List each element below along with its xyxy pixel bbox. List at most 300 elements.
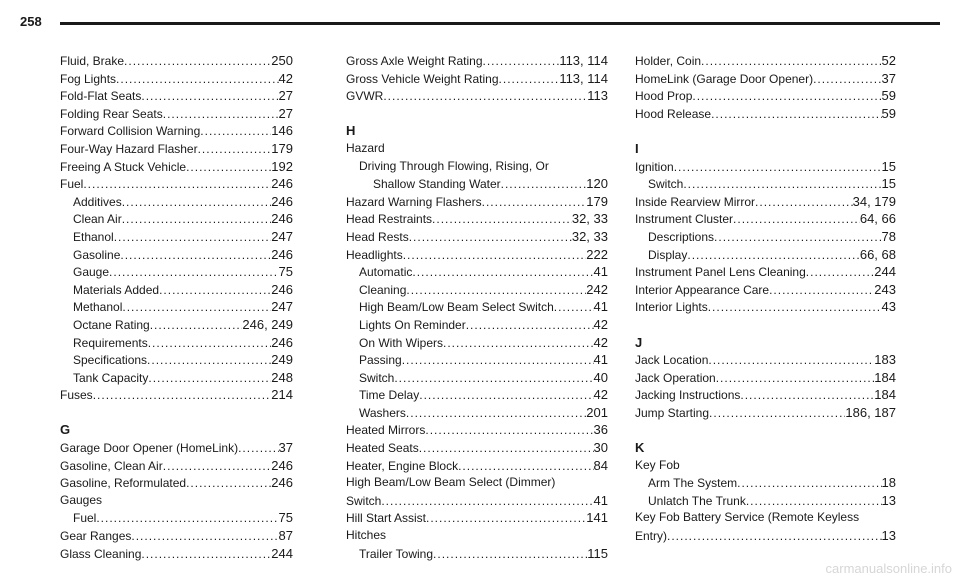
leader-dots xyxy=(238,440,278,458)
entry-term: Octane Rating xyxy=(73,317,150,332)
entry-term: Inside Rearview Mirror xyxy=(635,194,756,209)
page-number: 258 xyxy=(20,14,42,29)
leader-dots xyxy=(733,211,860,229)
index-subentry xyxy=(60,210,293,228)
entry-term: Gasoline xyxy=(73,247,121,262)
entry-term: J xyxy=(635,334,643,350)
index-entry xyxy=(635,509,896,527)
page-reference: 52 xyxy=(881,53,896,68)
index-subentry xyxy=(635,228,896,246)
index-entry xyxy=(346,246,608,264)
leader-dots xyxy=(406,405,586,423)
index-entry xyxy=(60,457,293,475)
leader-dots xyxy=(198,141,272,159)
index-subentry xyxy=(60,228,293,246)
entry-term: Gross Vehicle Weight Rating xyxy=(346,71,499,86)
page-reference: 15 xyxy=(881,176,896,192)
leader-dots xyxy=(737,475,881,493)
index-entry xyxy=(346,193,608,211)
index-entry xyxy=(346,492,608,510)
page-reference: 247 xyxy=(271,299,293,315)
leader-dots xyxy=(83,176,271,194)
leader-dots xyxy=(499,71,560,89)
entry-term: Gauges xyxy=(60,492,103,507)
leader-dots xyxy=(409,229,572,247)
page-reference: 64, 66 xyxy=(859,211,896,227)
page-reference: 246 xyxy=(271,475,293,491)
page-reference: 246 xyxy=(271,193,293,209)
page-reference: 141 xyxy=(586,510,608,526)
leader-dots xyxy=(769,282,874,300)
section-letter xyxy=(60,421,293,439)
index-subentry xyxy=(60,351,293,369)
index-subentry xyxy=(346,281,608,299)
index-entry xyxy=(60,474,293,492)
entry-term: Display xyxy=(648,247,688,262)
leader-dots xyxy=(122,299,271,317)
entry-term: Garage Door Opener (HomeLink) xyxy=(60,441,239,456)
leader-dots xyxy=(425,422,593,440)
page-reference: 201 xyxy=(586,404,608,420)
leader-dots xyxy=(381,493,593,511)
entry-term: Shallow Standing Water xyxy=(373,177,501,192)
index-entry xyxy=(346,439,608,457)
entry-term: Freeing A Stuck Vehicle xyxy=(60,159,187,174)
entry-term: GVWR xyxy=(346,89,384,104)
entry-term: Fuses xyxy=(60,388,93,403)
entry-term: Switch xyxy=(359,370,395,385)
leader-dots xyxy=(186,159,271,177)
leader-dots xyxy=(131,528,278,546)
page-reference: 246 xyxy=(271,211,293,227)
entry-term: Methanol xyxy=(73,300,123,315)
leader-dots xyxy=(116,71,278,89)
entry-term: Tank Capacity xyxy=(73,370,149,385)
leader-dots xyxy=(708,352,874,370)
index-entry xyxy=(346,228,608,246)
index-subentry xyxy=(60,246,293,264)
leader-dots xyxy=(109,264,279,282)
index-entry xyxy=(635,527,896,545)
index-subentry xyxy=(346,263,608,281)
page-reference: 41 xyxy=(593,352,608,368)
page-reference: 32, 33 xyxy=(571,228,608,244)
index-entry xyxy=(60,439,293,457)
page-reference: 247 xyxy=(271,228,293,244)
index-entry xyxy=(346,474,608,492)
leader-dots xyxy=(120,247,271,265)
section-letter xyxy=(635,334,896,352)
leader-dots xyxy=(433,546,587,564)
leader-dots xyxy=(141,88,278,106)
page-reference: 37 xyxy=(278,440,293,456)
index-subentry xyxy=(346,545,608,563)
leader-dots xyxy=(806,264,875,282)
index-entry xyxy=(346,140,608,158)
entry-term: Heater, Engine Block xyxy=(346,458,459,473)
entry-term: Jump Starting xyxy=(635,405,710,420)
entry-term: HomeLink (Garage Door Opener) xyxy=(635,71,814,86)
page-reference: 244 xyxy=(271,545,293,561)
index-entry xyxy=(635,52,896,70)
index-entry xyxy=(635,193,896,211)
entry-term: Specifications xyxy=(73,353,148,368)
index-entry xyxy=(635,404,896,422)
index-entry xyxy=(635,281,896,299)
leader-dots xyxy=(708,299,882,317)
leader-dots xyxy=(483,53,560,71)
entry-term: Descriptions xyxy=(648,229,715,244)
leader-dots xyxy=(150,317,243,335)
leader-dots xyxy=(501,176,587,194)
page-reference: 41 xyxy=(593,264,608,280)
entry-term: Folding Rear Seats xyxy=(60,106,163,121)
entry-term: Ethanol xyxy=(73,229,114,244)
index-entry xyxy=(635,70,896,88)
index-subentry xyxy=(346,334,608,352)
index-entry xyxy=(60,122,293,140)
page-reference: 43 xyxy=(881,299,896,315)
entry-term: Trailer Towing xyxy=(359,546,434,561)
leader-dots xyxy=(406,282,586,300)
leader-dots xyxy=(701,53,881,71)
entry-term: Hood Release xyxy=(635,106,712,121)
index-entry xyxy=(346,421,608,439)
leader-dots xyxy=(200,123,271,141)
leader-dots xyxy=(740,387,874,405)
index-entry xyxy=(346,210,608,228)
page-reference: 42 xyxy=(593,387,608,403)
index-entry xyxy=(635,386,896,404)
page-reference: 242 xyxy=(586,281,608,297)
entry-term: Gasoline, Clean Air xyxy=(60,458,163,473)
index-entry xyxy=(60,175,293,193)
index-subentry xyxy=(60,369,293,387)
leader-dots xyxy=(383,88,587,106)
leader-dots xyxy=(554,299,594,317)
entry-term: Interior Lights xyxy=(635,300,708,315)
leader-dots xyxy=(163,106,279,124)
page-reference: 243 xyxy=(874,281,896,297)
index-entry xyxy=(635,351,896,369)
entry-term: Time Delay xyxy=(359,388,420,403)
leader-dots xyxy=(709,405,845,423)
entry-term: H xyxy=(346,123,356,139)
leader-dots xyxy=(141,546,271,564)
page-reference: 66, 68 xyxy=(859,246,896,262)
section-letter xyxy=(346,122,608,140)
page-reference: 248 xyxy=(271,369,293,385)
page-reference: 246, 249 xyxy=(242,316,293,332)
index-entry xyxy=(60,158,293,176)
index-entry xyxy=(60,527,293,545)
page-reference: 36 xyxy=(593,422,608,438)
page-reference: 179 xyxy=(271,140,293,156)
page-reference: 18 xyxy=(881,475,896,491)
entry-term: Hazard xyxy=(346,140,385,155)
entry-term: Jacking Instructions xyxy=(635,388,741,403)
index-subentry xyxy=(346,175,608,193)
entry-term: High Beam/Low Beam Select (Dimmer) xyxy=(346,475,556,490)
page-reference: 113, 114 xyxy=(559,53,608,68)
entry-term: Hood Prop xyxy=(635,89,693,104)
page-reference: 42 xyxy=(593,334,608,350)
leader-dots xyxy=(813,71,881,89)
entry-term: Driving Through Flowing, Rising, Or xyxy=(359,158,549,173)
leader-dots xyxy=(482,194,587,212)
leader-dots xyxy=(122,211,272,229)
page-reference: 113 xyxy=(587,88,608,104)
entry-term: Hill Start Assist xyxy=(346,511,427,526)
index-subentry xyxy=(635,492,896,510)
index-entry xyxy=(635,158,896,176)
leader-dots xyxy=(96,510,278,528)
entry-term: Clean Air xyxy=(73,212,122,227)
index-subentry xyxy=(60,263,293,281)
entry-term: Gear Ranges xyxy=(60,529,132,544)
page-reference: 183 xyxy=(874,352,896,368)
entry-term: Gross Axle Weight Rating xyxy=(346,54,483,68)
index-entry xyxy=(60,52,293,70)
leader-dots xyxy=(148,335,272,353)
entry-term: Arm The System xyxy=(648,476,738,491)
entry-term: Materials Added xyxy=(73,282,160,297)
page-reference: 84 xyxy=(593,457,608,473)
leader-dots xyxy=(674,159,882,177)
leader-dots xyxy=(163,458,272,476)
page-reference: 214 xyxy=(271,387,293,403)
index-entry xyxy=(346,509,608,527)
entry-term: Ignition xyxy=(635,159,674,174)
index-entry xyxy=(635,298,896,316)
entry-term: Automatic xyxy=(359,265,413,280)
page-reference: 120 xyxy=(586,176,608,192)
index-entry xyxy=(635,87,896,105)
leader-dots xyxy=(667,528,882,546)
entry-term: Four-Way Hazard Flasher xyxy=(60,141,198,156)
entry-term: Head Rests xyxy=(346,229,409,244)
index-entry xyxy=(635,263,896,281)
index-subentry xyxy=(346,386,608,404)
entry-term: Switch xyxy=(648,177,684,192)
page-reference: 13 xyxy=(881,528,896,544)
index-entry xyxy=(60,105,293,123)
entry-term: Washers xyxy=(359,405,406,420)
index-subentry xyxy=(60,193,293,211)
leader-dots xyxy=(419,387,593,405)
leader-dots xyxy=(159,282,271,300)
index-subentry xyxy=(346,316,608,334)
index-subentry xyxy=(60,509,293,527)
leader-dots xyxy=(687,247,859,265)
entry-term: Forward Collision Warning xyxy=(60,124,201,139)
leader-dots xyxy=(419,440,594,458)
entry-term: Switch xyxy=(346,493,382,508)
page-reference: 27 xyxy=(278,105,293,121)
entry-term: Jack Location xyxy=(635,353,709,368)
leader-dots xyxy=(412,264,593,282)
page-reference: 246 xyxy=(271,176,293,192)
page-reference: 75 xyxy=(278,264,293,280)
watermark: carmanualsonline.info xyxy=(825,561,952,576)
entry-term: High Beam/Low Beam Select Switch xyxy=(359,300,554,315)
entry-term: Fold-Flat Seats xyxy=(60,89,142,104)
page-reference: 78 xyxy=(881,228,896,244)
index-entry xyxy=(60,492,293,510)
page-reference: 113, 114 xyxy=(559,70,608,86)
index-entry xyxy=(346,527,608,545)
entry-term: Gauge xyxy=(73,265,110,280)
index-entry xyxy=(60,87,293,105)
entry-term: Hazard Warning Flashers xyxy=(346,194,482,209)
leader-dots xyxy=(716,370,875,388)
page-reference: 246 xyxy=(271,457,293,473)
index-entry xyxy=(635,369,896,387)
entry-term: Headlights xyxy=(346,247,403,262)
index-subentry xyxy=(346,158,608,176)
index-subentry xyxy=(635,474,896,492)
index-subentry xyxy=(60,281,293,299)
entry-term: Instrument Cluster xyxy=(635,212,734,227)
entry-term: Fog Lights xyxy=(60,71,117,86)
index-entry xyxy=(635,210,896,228)
index-entry xyxy=(60,140,293,158)
page-reference: 244 xyxy=(874,264,896,280)
leader-dots xyxy=(755,194,853,212)
leader-dots xyxy=(148,370,271,388)
index-entry xyxy=(635,457,896,475)
entry-term: Heated Mirrors xyxy=(346,423,426,438)
entry-term: Additives xyxy=(73,194,122,209)
page-reference: 40 xyxy=(593,369,608,385)
page-reference: 87 xyxy=(278,528,293,544)
page-reference: 179 xyxy=(586,193,608,209)
leader-dots xyxy=(426,510,586,528)
page-reference: 184 xyxy=(874,387,896,403)
page-reference: 75 xyxy=(278,510,293,526)
page-reference: 184 xyxy=(874,369,896,385)
entry-term: Fuel xyxy=(60,177,84,192)
index-entry xyxy=(60,70,293,88)
page-reference: 30 xyxy=(593,440,608,456)
index-entry xyxy=(346,70,608,88)
page-reference: 59 xyxy=(881,88,896,104)
entry-term: Key Fob xyxy=(635,457,680,472)
page-reference: 13 xyxy=(881,492,896,508)
index-entry xyxy=(635,105,896,123)
leader-dots xyxy=(93,387,272,405)
index-subentry xyxy=(635,175,896,193)
entry-term: G xyxy=(60,422,71,438)
leader-dots xyxy=(443,335,594,353)
entry-term: Hitches xyxy=(346,528,387,543)
leader-dots xyxy=(683,176,881,194)
page-reference: 42 xyxy=(593,316,608,332)
entry-term: Glass Cleaning xyxy=(60,546,142,561)
page-reference: 41 xyxy=(593,492,608,508)
section-letter xyxy=(635,439,896,457)
index-subentry xyxy=(635,246,896,264)
page-reference: 42 xyxy=(278,70,293,86)
page-reference: 222 xyxy=(586,246,608,262)
index-subentry xyxy=(346,298,608,316)
entry-term: Interior Appearance Care xyxy=(635,282,770,297)
entry-term: Key Fob Battery Service (Remote Keyless xyxy=(635,510,860,525)
page-reference: 32, 33 xyxy=(571,211,608,227)
leader-dots xyxy=(458,458,593,476)
entry-term: Jack Operation xyxy=(635,370,716,385)
page-reference: 249 xyxy=(271,352,293,368)
index-subentry xyxy=(60,334,293,352)
leader-dots xyxy=(124,53,271,71)
entry-term: Entry) xyxy=(635,529,668,544)
page-reference: 59 xyxy=(881,105,896,121)
page-reference: 15 xyxy=(881,158,896,174)
leader-dots xyxy=(402,352,594,370)
entry-term: On With Wipers xyxy=(359,335,444,350)
leader-dots xyxy=(432,211,572,229)
leader-dots xyxy=(466,317,594,335)
page-header xyxy=(20,14,940,44)
section-letter xyxy=(635,140,896,158)
entry-term: Fuel xyxy=(73,511,97,526)
page-reference: 250 xyxy=(271,53,293,68)
index-subentry xyxy=(60,316,293,334)
index-subentry xyxy=(346,369,608,387)
entry-term: Unlatch The Trunk xyxy=(648,493,746,508)
index-entry xyxy=(346,52,608,70)
index-entry xyxy=(60,386,293,404)
leader-dots xyxy=(186,475,271,493)
index-column-1 xyxy=(60,52,293,562)
entry-term: Instrument Panel Lens Cleaning xyxy=(635,265,806,280)
page-reference: 37 xyxy=(881,70,896,86)
entry-term: Passing xyxy=(359,353,402,368)
leader-dots xyxy=(147,352,271,370)
index-entry xyxy=(346,457,608,475)
entry-term: Lights On Reminder xyxy=(359,317,466,332)
index-subentry xyxy=(346,404,608,422)
leader-dots xyxy=(746,493,882,511)
page-reference: 246 xyxy=(271,281,293,297)
leader-dots xyxy=(122,194,272,212)
index-entry xyxy=(60,545,293,563)
page-reference: 246 xyxy=(271,334,293,350)
leader-dots xyxy=(711,106,881,124)
entry-term: Fluid, Brake xyxy=(60,54,125,68)
page-reference: 41 xyxy=(593,299,608,315)
entry-term: Requirements xyxy=(73,335,148,350)
index-column-2 xyxy=(346,52,608,562)
entry-term: Cleaning xyxy=(359,282,407,297)
leader-dots xyxy=(114,229,272,247)
entry-term: K xyxy=(635,440,645,456)
entry-term: Gasoline, Reformulated xyxy=(60,476,187,491)
page-reference: 246 xyxy=(271,246,293,262)
index-entry xyxy=(346,87,608,105)
leader-dots xyxy=(692,88,881,106)
page-reference: 27 xyxy=(278,88,293,104)
entry-term: Holder, Coin xyxy=(635,54,702,68)
entry-term: Heated Seats xyxy=(346,441,419,456)
page-reference: 115 xyxy=(587,545,608,561)
header-rule xyxy=(60,22,940,25)
leader-dots xyxy=(403,247,587,265)
leader-dots xyxy=(394,370,593,388)
index-subentry xyxy=(346,351,608,369)
page-reference: 146 xyxy=(271,123,293,139)
page-reference: 192 xyxy=(271,158,293,174)
